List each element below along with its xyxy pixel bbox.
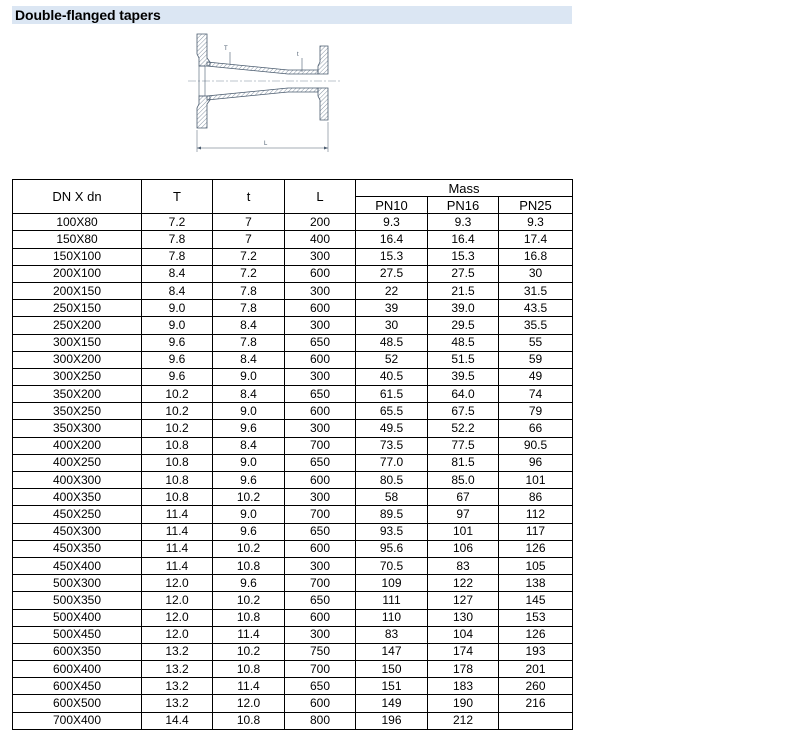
cell-t: 10.2 <box>213 489 285 506</box>
cell-t: 9.0 <box>213 454 285 471</box>
cell-dn: 350X200 <box>13 386 142 403</box>
cell-t: 9.6 <box>213 420 285 437</box>
cell-T: 10.2 <box>142 386 213 403</box>
cell-t: 7.2 <box>213 265 285 282</box>
cell-pn10: 58 <box>356 489 428 506</box>
cell-pn16: 67.5 <box>428 403 499 420</box>
cell-L: 600 <box>285 403 356 420</box>
cell-pn10: 93.5 <box>356 523 428 540</box>
cell-pn10: 109 <box>356 575 428 592</box>
cell-pn16: 130 <box>428 609 499 626</box>
cell-pn25: 66 <box>499 420 573 437</box>
cell-dn: 100X80 <box>13 214 142 231</box>
cell-pn16: 64.0 <box>428 386 499 403</box>
cell-t: 10.8 <box>213 557 285 574</box>
table-row <box>13 489 573 506</box>
cell-pn25: 30 <box>499 265 573 282</box>
cell-pn25: 201 <box>499 661 573 678</box>
header-T: T <box>142 180 213 214</box>
cell-t: 7.8 <box>213 334 285 351</box>
cell-dn: 250X150 <box>13 300 142 317</box>
cell-dn: 300X150 <box>13 334 142 351</box>
cell-pn16: 77.5 <box>428 437 499 454</box>
cell-L: 300 <box>285 248 356 265</box>
cell-T: 13.2 <box>142 661 213 678</box>
cell-dn: 350X250 <box>13 403 142 420</box>
cell-pn25: 9.3 <box>499 214 573 231</box>
cell-t: 7 <box>213 231 285 248</box>
table-row <box>13 351 573 368</box>
header-t: t <box>213 180 285 214</box>
cell-pn16: 101 <box>428 523 499 540</box>
cell-dn: 400X200 <box>13 437 142 454</box>
cell-dn: 300X200 <box>13 351 142 368</box>
cell-pn25 <box>499 712 573 729</box>
cell-dn: 400X250 <box>13 454 142 471</box>
cell-L: 400 <box>285 231 356 248</box>
table-body <box>13 214 573 730</box>
cell-dn: 500X400 <box>13 609 142 626</box>
cell-t: 11.4 <box>213 678 285 695</box>
cell-T: 11.4 <box>142 506 213 523</box>
cell-pn10: 15.3 <box>356 248 428 265</box>
cell-T: 13.2 <box>142 643 213 660</box>
cell-pn25: 101 <box>499 472 573 489</box>
cell-pn25: 260 <box>499 678 573 695</box>
cell-pn25: 17.4 <box>499 231 573 248</box>
table-row <box>13 678 573 695</box>
cell-T: 7.8 <box>142 248 213 265</box>
label-L: L <box>264 141 268 147</box>
cell-pn16: 51.5 <box>428 351 499 368</box>
cell-L: 300 <box>285 420 356 437</box>
header-mass: Mass <box>356 180 573 197</box>
cell-dn: 600X400 <box>13 661 142 678</box>
cell-pn10: 39 <box>356 300 428 317</box>
cell-dn: 600X500 <box>13 695 142 712</box>
cell-pn16: 52.2 <box>428 420 499 437</box>
cell-dn: 400X350 <box>13 489 142 506</box>
table-row <box>13 592 573 609</box>
header-L: L <box>285 180 356 214</box>
cell-pn16: 97 <box>428 506 499 523</box>
cell-L: 650 <box>285 454 356 471</box>
cell-L: 650 <box>285 592 356 609</box>
header-pn10: PN10 <box>356 197 428 214</box>
cell-pn25: 90.5 <box>499 437 573 454</box>
cell-L: 600 <box>285 300 356 317</box>
cell-t: 10.8 <box>213 609 285 626</box>
cell-t: 9.0 <box>213 403 285 420</box>
cell-t: 7.8 <box>213 300 285 317</box>
cell-T: 12.0 <box>142 609 213 626</box>
cell-T: 10.2 <box>142 420 213 437</box>
cell-L: 600 <box>285 265 356 282</box>
cell-pn10: 80.5 <box>356 472 428 489</box>
cell-T: 13.2 <box>142 695 213 712</box>
cell-dn: 250X200 <box>13 317 142 334</box>
table-row <box>13 695 573 712</box>
cell-L: 600 <box>285 609 356 626</box>
cell-pn10: 48.5 <box>356 334 428 351</box>
cell-L: 750 <box>285 643 356 660</box>
table-row <box>13 420 573 437</box>
cell-pn16: 29.5 <box>428 317 499 334</box>
cell-L: 300 <box>285 282 356 299</box>
table-row <box>13 214 573 231</box>
cell-t: 8.4 <box>213 437 285 454</box>
cell-dn: 500X300 <box>13 575 142 592</box>
cell-t: 8.4 <box>213 386 285 403</box>
cell-L: 300 <box>285 489 356 506</box>
cell-pn16: 81.5 <box>428 454 499 471</box>
cell-pn25: 35.5 <box>499 317 573 334</box>
cell-pn10: 147 <box>356 643 428 660</box>
cell-T: 8.4 <box>142 265 213 282</box>
cell-dn: 700X400 <box>13 712 142 729</box>
table-row <box>13 300 573 317</box>
cell-pn16: 85.0 <box>428 472 499 489</box>
cell-pn16: 106 <box>428 540 499 557</box>
cell-t: 10.8 <box>213 712 285 729</box>
cell-t: 11.4 <box>213 626 285 643</box>
cell-T: 9.6 <box>142 334 213 351</box>
cell-pn10: 77.0 <box>356 454 428 471</box>
cell-t: 7.2 <box>213 248 285 265</box>
cell-dn: 200X150 <box>13 282 142 299</box>
cell-T: 13.2 <box>142 678 213 695</box>
cell-pn25: 145 <box>499 592 573 609</box>
cell-dn: 400X300 <box>13 472 142 489</box>
cell-pn25: 49 <box>499 368 573 385</box>
header-pn16: PN16 <box>428 197 499 214</box>
cell-T: 10.2 <box>142 403 213 420</box>
cell-t: 9.0 <box>213 506 285 523</box>
cell-t: 7 <box>213 214 285 231</box>
cell-pn16: 183 <box>428 678 499 695</box>
cell-pn16: 48.5 <box>428 334 499 351</box>
cell-pn25: 59 <box>499 351 573 368</box>
cell-t: 10.8 <box>213 661 285 678</box>
cell-t: 10.2 <box>213 592 285 609</box>
cell-L: 700 <box>285 661 356 678</box>
cell-dn: 600X350 <box>13 643 142 660</box>
cell-pn16: 178 <box>428 661 499 678</box>
cell-dn: 200X100 <box>13 265 142 282</box>
cell-pn16: 174 <box>428 643 499 660</box>
cell-pn25: 105 <box>499 557 573 574</box>
table-row <box>13 334 573 351</box>
cell-L: 600 <box>285 540 356 557</box>
cell-pn25: 193 <box>499 643 573 660</box>
cell-pn25: 153 <box>499 609 573 626</box>
cell-T: 11.4 <box>142 557 213 574</box>
cell-L: 650 <box>285 334 356 351</box>
cell-pn16: 83 <box>428 557 499 574</box>
cell-L: 700 <box>285 506 356 523</box>
table-row <box>13 248 573 265</box>
cell-L: 300 <box>285 368 356 385</box>
cell-pn10: 9.3 <box>356 214 428 231</box>
cell-L: 600 <box>285 695 356 712</box>
table-row <box>13 403 573 420</box>
cell-dn: 150X80 <box>13 231 142 248</box>
table-row <box>13 368 573 385</box>
cell-L: 650 <box>285 523 356 540</box>
cell-t: 8.4 <box>213 351 285 368</box>
title-bar <box>12 6 572 24</box>
cell-pn25: 126 <box>499 540 573 557</box>
cell-dn: 600X450 <box>13 678 142 695</box>
header-dn: DN X dn <box>13 180 142 214</box>
cell-pn25: 138 <box>499 575 573 592</box>
cell-pn16: 39.5 <box>428 368 499 385</box>
cell-L: 300 <box>285 557 356 574</box>
table-row <box>13 506 573 523</box>
cell-T: 9.0 <box>142 317 213 334</box>
cell-t: 9.6 <box>213 575 285 592</box>
table-row <box>13 265 573 282</box>
cell-pn16: 15.3 <box>428 248 499 265</box>
cell-pn16: 21.5 <box>428 282 499 299</box>
cell-T: 11.4 <box>142 523 213 540</box>
cell-t: 8.4 <box>213 317 285 334</box>
cell-T: 9.6 <box>142 368 213 385</box>
cell-pn25: 216 <box>499 695 573 712</box>
cell-L: 650 <box>285 386 356 403</box>
cell-pn25: 79 <box>499 403 573 420</box>
cell-pn16: 27.5 <box>428 265 499 282</box>
cell-pn10: 149 <box>356 695 428 712</box>
cell-pn25: 31.5 <box>499 282 573 299</box>
cell-T: 11.4 <box>142 540 213 557</box>
cell-T: 12.0 <box>142 626 213 643</box>
cell-pn25: 55 <box>499 334 573 351</box>
cell-pn10: 196 <box>356 712 428 729</box>
cell-pn25: 16.8 <box>499 248 573 265</box>
cell-pn10: 110 <box>356 609 428 626</box>
table-row <box>13 557 573 574</box>
cell-pn10: 70.5 <box>356 557 428 574</box>
cell-T: 10.8 <box>142 454 213 471</box>
cell-L: 800 <box>285 712 356 729</box>
table-row <box>13 523 573 540</box>
cell-dn: 150X100 <box>13 248 142 265</box>
cell-t: 9.6 <box>213 523 285 540</box>
table-row <box>13 472 573 489</box>
cell-pn25: 86 <box>499 489 573 506</box>
cell-t: 9.6 <box>213 472 285 489</box>
table-row <box>13 386 573 403</box>
cell-pn25: 112 <box>499 506 573 523</box>
cell-pn10: 150 <box>356 661 428 678</box>
cell-pn10: 65.5 <box>356 403 428 420</box>
table-row <box>13 609 573 626</box>
table-row <box>13 540 573 557</box>
cell-L: 650 <box>285 678 356 695</box>
cell-L: 600 <box>285 472 356 489</box>
cell-T: 9.6 <box>142 351 213 368</box>
cell-L: 200 <box>285 214 356 231</box>
cell-L: 600 <box>285 351 356 368</box>
cell-pn10: 52 <box>356 351 428 368</box>
cell-t: 12.0 <box>213 695 285 712</box>
cell-T: 7.2 <box>142 214 213 231</box>
cell-pn25: 43.5 <box>499 300 573 317</box>
cell-dn: 350X300 <box>13 420 142 437</box>
table-row <box>13 712 573 729</box>
cell-pn16: 122 <box>428 575 499 592</box>
cell-pn16: 16.4 <box>428 231 499 248</box>
cell-T: 12.0 <box>142 575 213 592</box>
cell-pn25: 117 <box>499 523 573 540</box>
cell-L: 700 <box>285 437 356 454</box>
cell-pn10: 111 <box>356 592 428 609</box>
page-title: Double-flanged tapers <box>15 7 161 23</box>
cell-T: 12.0 <box>142 592 213 609</box>
cell-pn10: 16.4 <box>356 231 428 248</box>
tapers-spec-table <box>12 179 573 730</box>
cell-pn16: 9.3 <box>428 214 499 231</box>
cell-pn10: 83 <box>356 626 428 643</box>
cell-pn10: 95.6 <box>356 540 428 557</box>
cell-pn25: 96 <box>499 454 573 471</box>
cell-T: 10.8 <box>142 472 213 489</box>
table-row <box>13 454 573 471</box>
cell-pn16: 212 <box>428 712 499 729</box>
cell-T: 10.8 <box>142 437 213 454</box>
cell-dn: 300X250 <box>13 368 142 385</box>
cell-t: 9.0 <box>213 368 285 385</box>
label-T: T <box>224 46 228 52</box>
cell-pn25: 126 <box>499 626 573 643</box>
cell-T: 8.4 <box>142 282 213 299</box>
cell-T: 10.8 <box>142 489 213 506</box>
cell-dn: 500X450 <box>13 626 142 643</box>
header-pn25: PN25 <box>499 197 573 214</box>
cell-pn10: 89.5 <box>356 506 428 523</box>
table-row <box>13 626 573 643</box>
cell-dn: 450X300 <box>13 523 142 540</box>
cell-pn10: 73.5 <box>356 437 428 454</box>
cell-pn10: 151 <box>356 678 428 695</box>
cell-T: 7.8 <box>142 231 213 248</box>
cell-pn10: 40.5 <box>356 368 428 385</box>
cell-pn10: 49.5 <box>356 420 428 437</box>
table-row <box>13 231 573 248</box>
taper-drawing <box>180 30 350 156</box>
cell-pn16: 104 <box>428 626 499 643</box>
cell-pn10: 30 <box>356 317 428 334</box>
table-row <box>13 282 573 299</box>
cell-pn16: 39.0 <box>428 300 499 317</box>
label-t: t <box>297 52 299 58</box>
cell-t: 7.8 <box>213 282 285 299</box>
cell-pn16: 67 <box>428 489 499 506</box>
cell-dn: 450X400 <box>13 557 142 574</box>
cell-t: 10.2 <box>213 540 285 557</box>
cell-dn: 450X250 <box>13 506 142 523</box>
table-row <box>13 437 573 454</box>
cell-T: 9.0 <box>142 300 213 317</box>
cell-pn10: 61.5 <box>356 386 428 403</box>
cell-dn: 500X350 <box>13 592 142 609</box>
cell-dn: 450X350 <box>13 540 142 557</box>
table-row <box>13 317 573 334</box>
table-row <box>13 661 573 678</box>
cell-T: 14.4 <box>142 712 213 729</box>
cell-pn10: 22 <box>356 282 428 299</box>
cell-t: 10.2 <box>213 643 285 660</box>
cell-L: 700 <box>285 575 356 592</box>
cell-pn16: 190 <box>428 695 499 712</box>
cell-pn25: 74 <box>499 386 573 403</box>
cell-L: 300 <box>285 317 356 334</box>
cell-L: 300 <box>285 626 356 643</box>
cell-pn10: 27.5 <box>356 265 428 282</box>
table-row <box>13 575 573 592</box>
cell-pn16: 127 <box>428 592 499 609</box>
table-row <box>13 643 573 660</box>
